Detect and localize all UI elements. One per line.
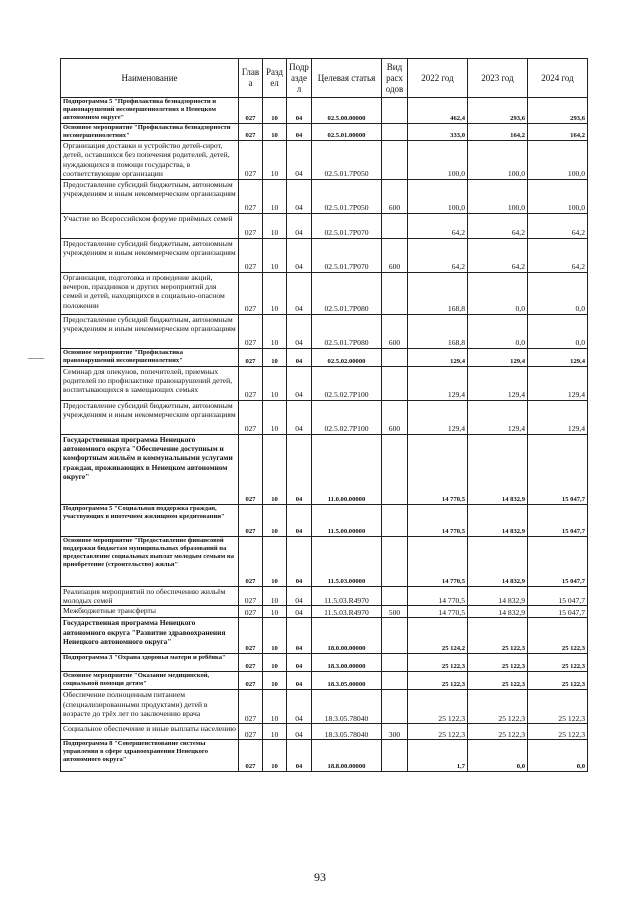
cell-name: Организация доставки и устройство детей-сирот, детей, оставшихся без попечения родителей, детей, нуждающихся в помощи государства, в соответствующие организации xyxy=(61,141,239,180)
table-row xyxy=(61,654,588,672)
cell-y2022: 129,4 xyxy=(408,400,468,434)
cell-target: 02.5.00.00000 xyxy=(312,98,382,124)
cell-razdel: 10 xyxy=(263,213,287,238)
cell-target: 18.3.05.78040 xyxy=(312,690,382,724)
cell-target: 02.5.01.7Р080 xyxy=(312,314,382,348)
cell-vid xyxy=(382,124,408,141)
cell-target: 02.5.02.7Р100 xyxy=(312,366,382,400)
table-row xyxy=(61,348,588,366)
header-podrazdel: Подр азде л xyxy=(287,59,312,98)
cell-glava: 027 xyxy=(239,434,263,504)
cell-y2022: 25 122,3 xyxy=(408,672,468,690)
cell-y2024: 25 122,3 xyxy=(528,618,588,654)
cell-vid xyxy=(382,504,408,536)
cell-y2023: 25 122,3 xyxy=(468,690,528,724)
cell-razdel: 10 xyxy=(263,606,287,618)
cell-y2022: 129,4 xyxy=(408,348,468,366)
header-target: Целевая статья xyxy=(312,59,382,98)
cell-y2022: 64,2 xyxy=(408,213,468,238)
cell-glava: 027 xyxy=(239,98,263,124)
cell-razdel: 10 xyxy=(263,618,287,654)
cell-name: Государственная программа Ненецкого автономного округа "Обеспечение доступным и комфортным жильём и коммунальными услугами граждан, проживающих в Ненецком автономном округе" xyxy=(61,434,239,504)
cell-y2023: 100,0 xyxy=(468,141,528,180)
cell-glava: 027 xyxy=(239,238,263,272)
table-row xyxy=(61,606,588,618)
cell-y2022: 333,0 xyxy=(408,124,468,141)
cell-y2023: 129,4 xyxy=(468,348,528,366)
cell-vid xyxy=(382,740,408,772)
cell-podrazdel: 04 xyxy=(287,536,312,586)
cell-podrazdel: 04 xyxy=(287,348,312,366)
cell-y2024: 0,0 xyxy=(528,272,588,314)
cell-vid: 600 xyxy=(382,400,408,434)
cell-y2022: 100,0 xyxy=(408,141,468,180)
cell-y2024: 25 122,3 xyxy=(528,724,588,740)
cell-razdel: 10 xyxy=(263,400,287,434)
cell-y2022: 14 770,5 xyxy=(408,536,468,586)
cell-name: Предоставление субсидий бюджетным, автономным учреждениям и иным некоммерческим организациям xyxy=(61,314,239,348)
cell-razdel: 10 xyxy=(263,434,287,504)
cell-name: Межбюджетные трансферты xyxy=(61,606,239,618)
cell-podrazdel: 04 xyxy=(287,400,312,434)
cell-y2022: 14 770,5 xyxy=(408,606,468,618)
cell-y2024: 25 122,3 xyxy=(528,672,588,690)
cell-vid: 500 xyxy=(382,606,408,618)
cell-podrazdel: 04 xyxy=(287,124,312,141)
cell-y2024: 100,0 xyxy=(528,141,588,180)
header-glava: Глав а xyxy=(239,59,263,98)
cell-podrazdel: 04 xyxy=(287,141,312,180)
cell-razdel: 10 xyxy=(263,141,287,180)
cell-y2023: 14 832,9 xyxy=(468,504,528,536)
cell-vid: 600 xyxy=(382,314,408,348)
cell-y2022: 14 770,5 xyxy=(408,504,468,536)
cell-y2024: 15 047,7 xyxy=(528,434,588,504)
cell-razdel: 10 xyxy=(263,654,287,672)
cell-razdel: 10 xyxy=(263,238,287,272)
cell-glava: 027 xyxy=(239,179,263,213)
cell-y2023: 64,2 xyxy=(468,238,528,272)
header-razdel: Разд ел xyxy=(263,59,287,98)
cell-y2023: 25 122,3 xyxy=(468,724,528,740)
cell-glava: 027 xyxy=(239,740,263,772)
cell-y2023: 164,2 xyxy=(468,124,528,141)
cell-target: 11.5.03.00000 xyxy=(312,536,382,586)
table-row xyxy=(61,272,588,314)
cell-glava: 027 xyxy=(239,213,263,238)
table-row xyxy=(61,690,588,724)
cell-name: Подпрограмма 8 "Совершенствование системы управления в сфере здравоохранения Ненецкого автономного округа" xyxy=(61,740,239,772)
cell-y2022: 462,4 xyxy=(408,98,468,124)
cell-podrazdel: 04 xyxy=(287,618,312,654)
cell-y2023: 64,2 xyxy=(468,213,528,238)
cell-podrazdel: 04 xyxy=(287,314,312,348)
cell-y2022: 168,8 xyxy=(408,272,468,314)
cell-podrazdel: 04 xyxy=(287,238,312,272)
cell-razdel: 10 xyxy=(263,724,287,740)
cell-y2023: 14 832,9 xyxy=(468,606,528,618)
cell-glava: 027 xyxy=(239,504,263,536)
table-body xyxy=(61,98,588,772)
cell-razdel: 10 xyxy=(263,690,287,724)
cell-target: 02.5.01.7Р070 xyxy=(312,238,382,272)
cell-razdel: 10 xyxy=(263,366,287,400)
header-year-2024: 2024 год xyxy=(528,59,588,98)
cell-razdel: 10 xyxy=(263,672,287,690)
cell-y2022: 25 124,2 xyxy=(408,618,468,654)
cell-y2022: 14 770,5 xyxy=(408,586,468,606)
cell-razdel: 10 xyxy=(263,314,287,348)
cell-name: Государственная программа Ненецкого автономного округа "Развитие здравоохранения Ненецкого автономного округа" xyxy=(61,618,239,654)
cell-y2024: 15 047,7 xyxy=(528,586,588,606)
table-header-row xyxy=(61,59,588,98)
cell-y2024: 129,4 xyxy=(528,348,588,366)
cell-podrazdel: 04 xyxy=(287,272,312,314)
cell-glava: 027 xyxy=(239,124,263,141)
cell-vid xyxy=(382,654,408,672)
cell-podrazdel: 04 xyxy=(287,654,312,672)
margin-mark xyxy=(28,358,44,359)
table-row xyxy=(61,618,588,654)
cell-name: Предоставление субсидий бюджетным, автономным учреждениям и иным некоммерческим организациям xyxy=(61,400,239,434)
cell-glava: 027 xyxy=(239,400,263,434)
table-row xyxy=(61,213,588,238)
cell-vid: 300 xyxy=(382,724,408,740)
cell-y2024: 64,2 xyxy=(528,238,588,272)
cell-y2024: 15 047,7 xyxy=(528,606,588,618)
cell-name: Обеспечение полноценным питанием (специализированными продуктами) детей в возрасте до трёх лет по заключению врача xyxy=(61,690,239,724)
table-row xyxy=(61,179,588,213)
cell-target: 18.0.00.00000 xyxy=(312,618,382,654)
cell-razdel: 10 xyxy=(263,179,287,213)
cell-glava: 027 xyxy=(239,314,263,348)
cell-y2024: 25 122,3 xyxy=(528,690,588,724)
cell-target: 02.5.01.7Р050 xyxy=(312,179,382,213)
cell-target: 02.5.01.00000 xyxy=(312,124,382,141)
cell-name: Подпрограмма 3 "Охрана здоровья матери и ребёнка" xyxy=(61,654,239,672)
cell-glava: 027 xyxy=(239,366,263,400)
cell-y2022: 168,8 xyxy=(408,314,468,348)
cell-target: 02.5.02.00000 xyxy=(312,348,382,366)
cell-name: Предоставление субсидий бюджетным, автономным учреждениям и иным некоммерческим организациям xyxy=(61,238,239,272)
cell-y2022: 25 122,3 xyxy=(408,690,468,724)
table-row xyxy=(61,536,588,586)
cell-y2022: 100,0 xyxy=(408,179,468,213)
table-row xyxy=(61,740,588,772)
cell-y2024: 0,0 xyxy=(528,740,588,772)
cell-razdel: 10 xyxy=(263,98,287,124)
header-year-2023: 2023 год xyxy=(468,59,528,98)
table-row xyxy=(61,124,588,141)
table-row xyxy=(61,724,588,740)
cell-glava: 027 xyxy=(239,348,263,366)
cell-name: Организация, подготовка и проведение акций, вечеров, праздников и других мероприятий для семей и детей, находящихся в социально-опасном положении xyxy=(61,272,239,314)
cell-vid xyxy=(382,366,408,400)
cell-target: 18.3.05.78040 xyxy=(312,724,382,740)
cell-y2023: 0,0 xyxy=(468,314,528,348)
cell-podrazdel: 04 xyxy=(287,724,312,740)
cell-razdel: 10 xyxy=(263,586,287,606)
cell-glava: 027 xyxy=(239,654,263,672)
cell-y2023: 14 832,9 xyxy=(468,586,528,606)
table-row xyxy=(61,400,588,434)
cell-razdel: 10 xyxy=(263,536,287,586)
cell-y2024: 0,0 xyxy=(528,314,588,348)
header-name: Наименование xyxy=(61,59,239,98)
cell-name: Основное мероприятие "Оказание медицинской, социальной помощи детям" xyxy=(61,672,239,690)
cell-podrazdel: 04 xyxy=(287,179,312,213)
cell-podrazdel: 04 xyxy=(287,586,312,606)
cell-y2023: 14 832,9 xyxy=(468,434,528,504)
cell-glava: 027 xyxy=(239,618,263,654)
cell-glava: 027 xyxy=(239,724,263,740)
cell-y2024: 15 047,7 xyxy=(528,536,588,586)
cell-razdel: 10 xyxy=(263,740,287,772)
cell-name: Основное мероприятие "Предоставление финансовой поддержки бюджетам муниципальных образований на предоставление социальных выплат молодым семьям на приобретение (строительство) жилья" xyxy=(61,536,239,586)
cell-vid xyxy=(382,586,408,606)
cell-y2024: 129,4 xyxy=(528,400,588,434)
header-year-2022: 2022 год xyxy=(408,59,468,98)
cell-name: Подпрограмма 5 "Социальная поддержка граждан, участвующих в ипотечном жилищном кредитовании" xyxy=(61,504,239,536)
table-row xyxy=(61,672,588,690)
cell-name: Реализация мероприятий по обеспечению жильём молодых семей xyxy=(61,586,239,606)
cell-y2022: 129,4 xyxy=(408,366,468,400)
cell-target: 02.5.02.7Р100 xyxy=(312,400,382,434)
cell-razdel: 10 xyxy=(263,124,287,141)
cell-target: 18.3.00.00000 xyxy=(312,654,382,672)
cell-name: Основное мероприятие "Профилактика правонарушений несовершеннолетних" xyxy=(61,348,239,366)
cell-glava: 027 xyxy=(239,141,263,180)
cell-y2024: 129,4 xyxy=(528,366,588,400)
cell-y2023: 293,6 xyxy=(468,98,528,124)
cell-podrazdel: 04 xyxy=(287,672,312,690)
cell-name: Основное мероприятие "Профилактика безнадзорности несовершеннолетних" xyxy=(61,124,239,141)
cell-target: 11.5.03.R4970 xyxy=(312,606,382,618)
cell-vid xyxy=(382,141,408,180)
cell-podrazdel: 04 xyxy=(287,606,312,618)
cell-target: 02.5.01.7Р080 xyxy=(312,272,382,314)
cell-target: 02.5.01.7Р070 xyxy=(312,213,382,238)
cell-podrazdel: 04 xyxy=(287,98,312,124)
cell-target: 11.5.00.00000 xyxy=(312,504,382,536)
cell-razdel: 10 xyxy=(263,504,287,536)
cell-name: Предоставление субсидий бюджетным, автономным учреждениям и иным некоммерческим организациям xyxy=(61,179,239,213)
cell-y2022: 25 122,3 xyxy=(408,654,468,672)
cell-y2024: 100,0 xyxy=(528,179,588,213)
table-row xyxy=(61,141,588,180)
cell-y2023: 14 832,9 xyxy=(468,536,528,586)
cell-vid: 600 xyxy=(382,179,408,213)
cell-vid xyxy=(382,434,408,504)
cell-y2024: 293,6 xyxy=(528,98,588,124)
page-number: 93 xyxy=(314,870,326,884)
cell-podrazdel: 04 xyxy=(287,504,312,536)
cell-razdel: 10 xyxy=(263,272,287,314)
cell-podrazdel: 04 xyxy=(287,213,312,238)
cell-glava: 027 xyxy=(239,606,263,618)
table-row xyxy=(61,98,588,124)
cell-podrazdel: 04 xyxy=(287,690,312,724)
cell-y2023: 129,4 xyxy=(468,400,528,434)
cell-y2024: 164,2 xyxy=(528,124,588,141)
cell-target: 02.5.01.7Р050 xyxy=(312,141,382,180)
cell-podrazdel: 04 xyxy=(287,740,312,772)
cell-glava: 027 xyxy=(239,586,263,606)
cell-target: 11.5.03.R4970 xyxy=(312,586,382,606)
table-row xyxy=(61,434,588,504)
cell-vid xyxy=(382,348,408,366)
cell-y2024: 64,2 xyxy=(528,213,588,238)
table-row xyxy=(61,238,588,272)
cell-podrazdel: 04 xyxy=(287,434,312,504)
cell-target: 18.3.05.00000 xyxy=(312,672,382,690)
cell-target: 18.8.00.00000 xyxy=(312,740,382,772)
table-row xyxy=(61,504,588,536)
table-row xyxy=(61,314,588,348)
table-row xyxy=(61,586,588,606)
cell-y2024: 25 122,3 xyxy=(528,654,588,672)
cell-vid xyxy=(382,618,408,654)
cell-vid xyxy=(382,536,408,586)
cell-razdel: 10 xyxy=(263,348,287,366)
cell-y2023: 0,0 xyxy=(468,272,528,314)
cell-vid xyxy=(382,213,408,238)
budget-table xyxy=(60,58,588,772)
cell-y2022: 14 770,5 xyxy=(408,434,468,504)
cell-y2023: 0,0 xyxy=(468,740,528,772)
cell-podrazdel: 04 xyxy=(287,366,312,400)
cell-y2023: 25 122,3 xyxy=(468,672,528,690)
cell-y2023: 25 122,3 xyxy=(468,618,528,654)
cell-name: Семинар для опекунов, попечителей, приемных родителей по профилактике правонарушений детей, воспитывающихся в замещающих семьях xyxy=(61,366,239,400)
cell-y2022: 25 122,3 xyxy=(408,724,468,740)
cell-name: Социальное обеспечение и иные выплаты населению xyxy=(61,724,239,740)
cell-vid: 600 xyxy=(382,238,408,272)
cell-glava: 027 xyxy=(239,672,263,690)
cell-vid xyxy=(382,98,408,124)
cell-glava: 027 xyxy=(239,536,263,586)
cell-name: Участие во Всероссийском форуме приёмных семей xyxy=(61,213,239,238)
cell-y2023: 25 122,3 xyxy=(468,654,528,672)
cell-y2023: 129,4 xyxy=(468,366,528,400)
cell-name: Подпрограмма 5 "Профилактика безнадзорности и правонарушений несовершеннолетних в Ненецком автономном округе" xyxy=(61,98,239,124)
table-row xyxy=(61,366,588,400)
header-vid: Вид расх одов xyxy=(382,59,408,98)
cell-target: 11.0.00.00000 xyxy=(312,434,382,504)
cell-vid xyxy=(382,272,408,314)
cell-y2023: 100,0 xyxy=(468,179,528,213)
cell-glava: 027 xyxy=(239,690,263,724)
cell-y2024: 15 047,7 xyxy=(528,504,588,536)
cell-glava: 027 xyxy=(239,272,263,314)
cell-vid xyxy=(382,672,408,690)
cell-y2022: 1,7 xyxy=(408,740,468,772)
cell-y2022: 64,2 xyxy=(408,238,468,272)
cell-vid xyxy=(382,690,408,724)
